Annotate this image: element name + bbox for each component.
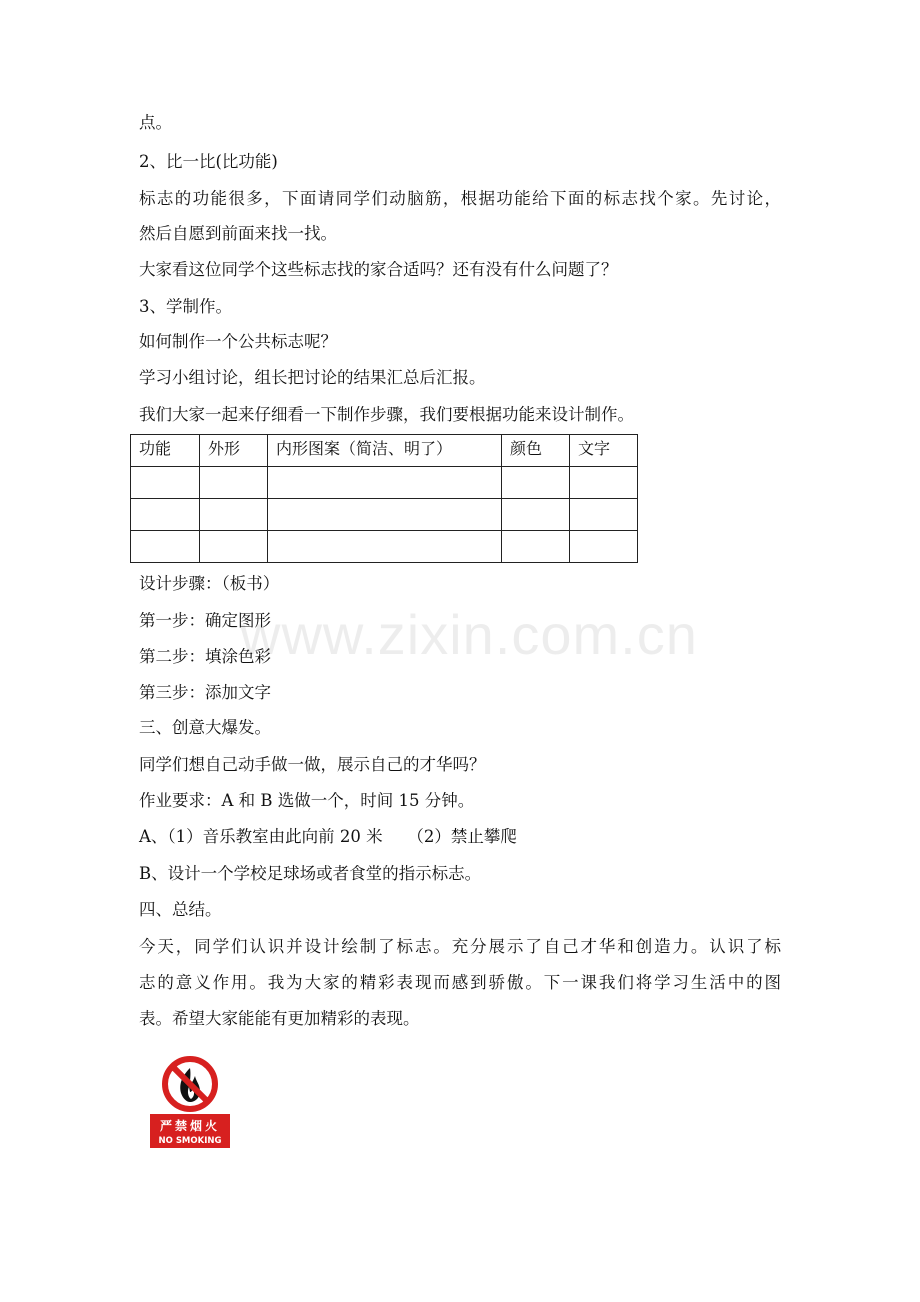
text-line: 第三步：添加文字	[139, 683, 271, 702]
table-cell	[570, 531, 638, 563]
text-line: 点。	[139, 113, 172, 132]
no-smoking-sign	[150, 1052, 230, 1148]
text-line: 表。希望大家能能有更加精彩的表现。	[139, 1009, 420, 1028]
table-header-row	[131, 435, 638, 467]
table-row	[131, 531, 638, 563]
text-line: 志的意义作用。我为大家的精彩表现而感到骄傲。下一课我们将学习生活中的图	[139, 973, 781, 992]
text-line: 标志的功能很多，下面请同学们动脑筋，根据功能给下面的标志找个家。先讨论，	[139, 189, 781, 208]
text-line: 我们大家一起来仔细看一下制作步骤，我们要根据功能来设计制作。	[139, 405, 634, 424]
table-header-cell: 文字	[570, 435, 638, 467]
text-line: 然后自愿到前面来找一找。	[139, 224, 337, 243]
text-line: 大家看这位同学个这些标志找的家合适吗？还有没有什么问题了？	[139, 260, 618, 279]
table-cell	[502, 467, 570, 499]
table-cell	[268, 467, 502, 499]
table-cell	[570, 499, 638, 531]
table-cell	[502, 531, 570, 563]
table-cell	[200, 499, 268, 531]
text-line: 第二步：填涂色彩	[139, 647, 271, 666]
table-header-cell: 外形	[200, 435, 268, 467]
table-cell	[200, 531, 268, 563]
section-heading: 三、创意大爆发。	[139, 718, 271, 737]
table-cell	[570, 467, 638, 499]
watermark: www.zixin.com.cn	[240, 603, 698, 666]
table-cell	[268, 499, 502, 531]
table-cell	[131, 499, 200, 531]
text-line: 第一步：确定图形	[139, 611, 271, 630]
text-line: 同学们想自己动手做一做，展示自己的才华吗？	[139, 755, 486, 774]
text-line: A、（1）音乐教室由此向前 20 米 （2）禁止攀爬	[139, 827, 517, 846]
text-line: B、设计一个学校足球场或者食堂的指示标志。	[139, 864, 482, 883]
no-fire-icon	[150, 1052, 230, 1148]
text-line: 如何制作一个公共标志呢？	[139, 332, 337, 351]
text-line: 作业要求：A 和 B 选做一个，时间 15 分钟。	[139, 791, 475, 810]
table-row	[131, 467, 638, 499]
table-cell	[502, 499, 570, 531]
section-heading: 四、总结。	[139, 900, 222, 919]
table-cell	[200, 467, 268, 499]
text-line: 学习小组讨论，组长把讨论的结果汇总后汇报。	[139, 368, 486, 387]
section-heading: 2、比一比(比功能)	[139, 152, 278, 171]
table-header-cell: 内形图案（简洁、明了）	[268, 435, 502, 467]
table-cell	[268, 531, 502, 563]
sign-en-label: NO SMOKING	[158, 1136, 222, 1146]
design-table	[130, 434, 638, 563]
section-heading: 3、学制作。	[139, 297, 232, 316]
table-cell	[131, 531, 200, 563]
table-header-cell: 颜色	[502, 435, 570, 467]
table-header-cell: 功能	[131, 435, 200, 467]
sign-cn-label: 严禁烟火	[159, 1119, 221, 1133]
table-row	[131, 499, 638, 531]
text-line: 今天，同学们认识并设计绘制了标志。充分展示了自己才华和创造力。认识了标	[139, 937, 781, 956]
table-cell	[131, 467, 200, 499]
text-line: 设计步骤：（板书）	[139, 574, 280, 593]
